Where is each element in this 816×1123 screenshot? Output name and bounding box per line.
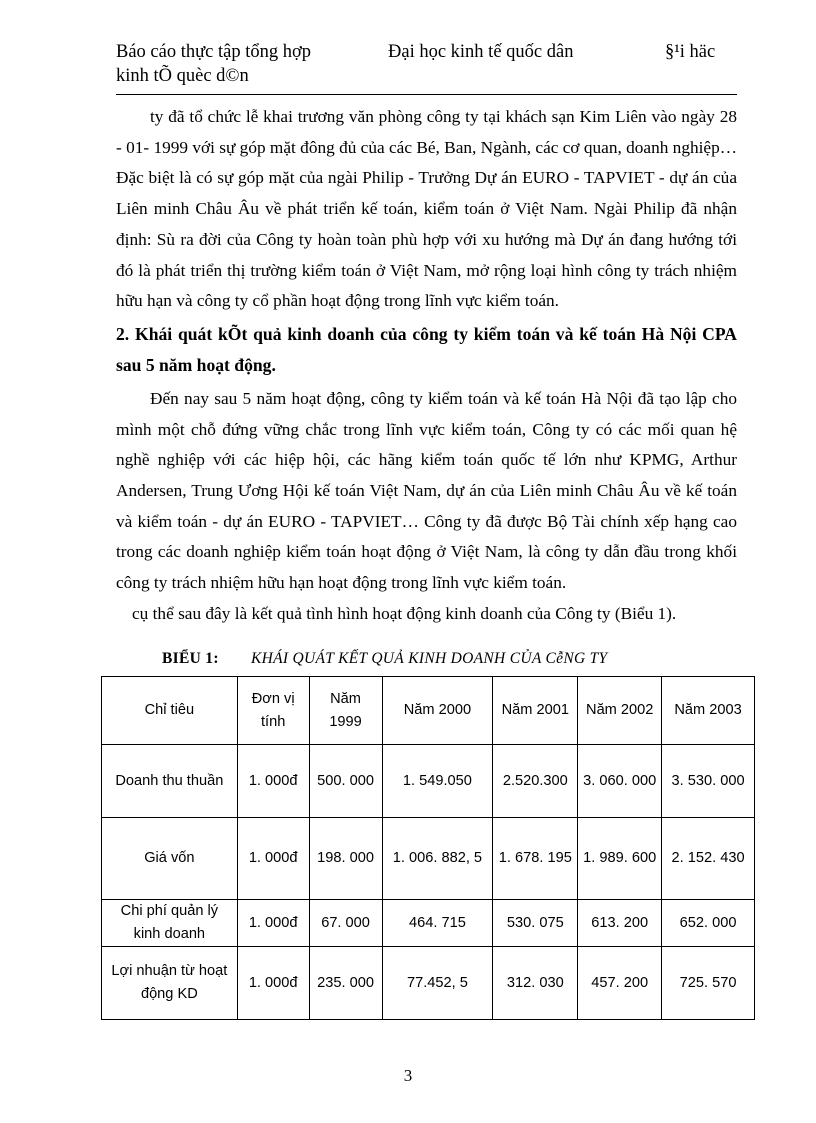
header-left bbox=[116, 40, 311, 88]
table-row bbox=[102, 900, 755, 947]
table-cell: 464. 715 bbox=[382, 900, 493, 947]
table-cell: 312. 030 bbox=[493, 947, 578, 1020]
column-header: Năm 2002 bbox=[578, 677, 662, 745]
column-header: Đơn vị tính bbox=[237, 677, 309, 745]
table-cell: Chi phí quản lý kinh doanh bbox=[102, 900, 238, 947]
section-heading: 2. Khái quát kÕt quả kinh doanh của công ty kiểm toán và kế toán Hà Nội CPA sau 5 năm hoạt động. bbox=[116, 323, 737, 375]
header-divider bbox=[116, 94, 737, 95]
table-cell: 1. 000đ bbox=[237, 900, 309, 947]
header-middle: Đại học kinh tế quốc dân bbox=[388, 42, 574, 62]
column-header: Năm 1999 bbox=[309, 677, 382, 745]
table-cell: Giá vốn bbox=[102, 818, 238, 900]
table-row bbox=[102, 947, 755, 1020]
table-cell: Doanh thu thuần bbox=[102, 745, 238, 818]
column-header: Chỉ tiêu bbox=[102, 677, 238, 745]
table-cell: 1. 989. 600 bbox=[578, 818, 662, 900]
table-cell: 1. 006. 882, 5 bbox=[382, 818, 493, 900]
header-left-line2: kinh tÕ quèc d©n bbox=[116, 66, 249, 86]
table-cell: 198. 000 bbox=[309, 818, 382, 900]
paragraph-overview: Đến nay sau 5 năm hoạt động, công ty kiểm toán và kế toán Hà Nội đã tạo lập cho mình một chỗ đứng vững chắc trong lĩnh vực kiểm toán, Công ty có các mối quan hệ nghề nghiệp với các hiệp hội, các hãng kiểm toán quốc tế lớn như KPMG, Arthur Andersen, Trung Ương Hội kế toán Việt Nam, dự án của Liên minh Châu Âu về kế toán và kiểm toán - dự án EURO - TAPVIET… Công ty đã được Bộ Tài chính xếp hạng cao trong các doanh nghiệp kiểm toán hoạt động ở Việt Nam, là công ty dẫn đầu trong khối công ty trách nhiệm hữu hạn hoạt động trong lĩnh vực kiểm toán. bbox=[116, 388, 737, 593]
table-cell: 3. 530. 000 bbox=[662, 745, 755, 818]
table-cell: 1. 000đ bbox=[237, 947, 309, 1020]
table-row bbox=[102, 818, 755, 900]
table-row bbox=[102, 745, 755, 818]
table-cell: 1. 000đ bbox=[237, 745, 309, 818]
column-header: Năm 2003 bbox=[662, 677, 755, 745]
table-cell: 1. 678. 195 bbox=[493, 818, 578, 900]
paragraph-intro: ty đã tổ chức lễ khai trương văn phòng công ty tại khách sạn Kim Liên vào ngày 28 - 01- 1999 với sự góp mặt đông đủ của các Bé, Ban, Ngành, các cơ quan, doanh nghiệp…Đặc biệt là có sự góp mặt của ngài Philip - Trưởng Dự án EURO - TAPVIET - dự án của Liên minh Châu Âu về phát triển kế toán, kiểm toán ở Việt Nam. Ngài Philip đã nhận định: Sù ra đời của Công ty hoàn toàn phù hợp với xu hướng mà Dự án đang hướng tới đó là phát triển thị trường kiểm toán ở Việt Nam, mở rộng loại hình công ty trách nhiệm hữu hạn và công ty cổ phần hoạt động trong lĩnh vực kiểm toán. bbox=[116, 107, 737, 311]
header-left-line1: Báo cáo thực tập tổng hợp bbox=[116, 42, 311, 62]
page-number: 3 bbox=[403, 1066, 413, 1085]
table-cell: 457. 200 bbox=[578, 947, 662, 1020]
results-table bbox=[101, 676, 755, 1020]
table-cell: Lợi nhuận từ hoạt động KD bbox=[102, 947, 238, 1020]
table-cell: 613. 200 bbox=[578, 900, 662, 947]
paragraph-table-intro: cụ thể sau đây là kết quả tình hình hoạt động kinh doanh của Công ty (Biểu 1). bbox=[132, 603, 677, 623]
caption-label: BIỂU 1: bbox=[162, 650, 219, 667]
table-cell: 235. 000 bbox=[309, 947, 382, 1020]
table-cell: 3. 060. 000 bbox=[578, 745, 662, 818]
caption-title: KHÁI QUÁT KẾT QUẢ KINH DOANH CỦA CễNG TY bbox=[250, 650, 608, 667]
table-cell: 77.452, 5 bbox=[382, 947, 493, 1020]
table-cell: 2. 152. 430 bbox=[662, 818, 755, 900]
column-header: Năm 2001 bbox=[493, 677, 578, 745]
document-body bbox=[116, 102, 737, 630]
table-cell: 652. 000 bbox=[662, 900, 755, 947]
table-cell: 1. 000đ bbox=[237, 818, 309, 900]
table-cell: 530. 075 bbox=[493, 900, 578, 947]
table-header-row bbox=[102, 677, 755, 745]
table-cell: 1. 549.050 bbox=[382, 745, 493, 818]
table-caption bbox=[162, 650, 607, 668]
column-header: Năm 2000 bbox=[382, 677, 493, 745]
page-header bbox=[116, 40, 736, 96]
table-cell: 67. 000 bbox=[309, 900, 382, 947]
table-cell: 725. 570 bbox=[662, 947, 755, 1020]
table-cell: 2.520.300 bbox=[493, 745, 578, 818]
header-right: §¹i häc bbox=[665, 42, 716, 62]
table-cell: 500. 000 bbox=[309, 745, 382, 818]
